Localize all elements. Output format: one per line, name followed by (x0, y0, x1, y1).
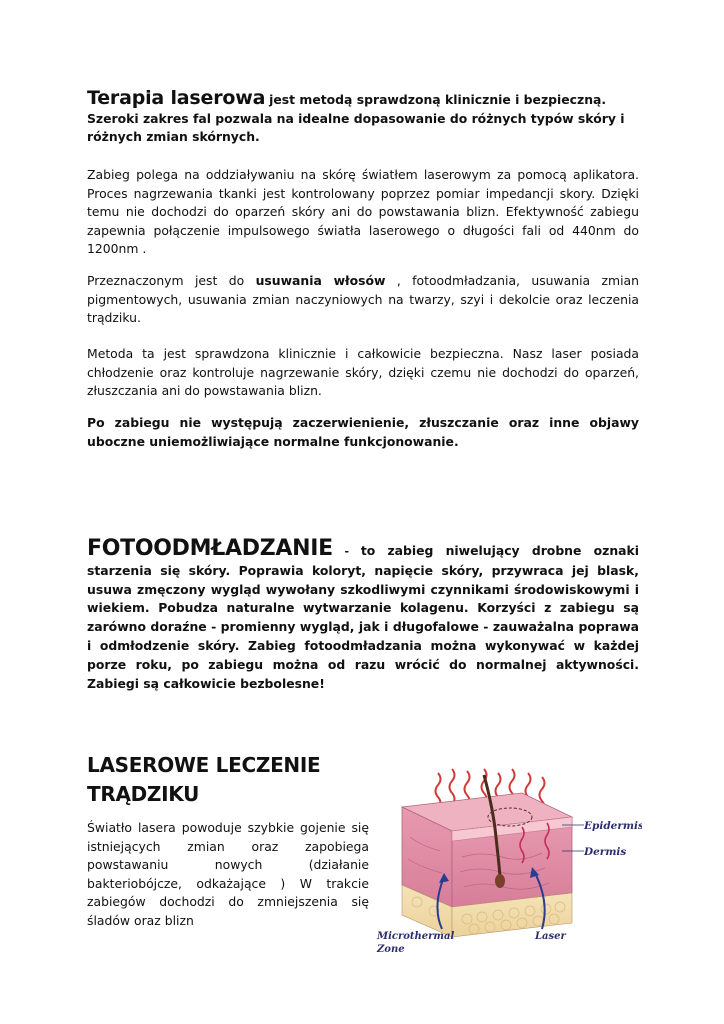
laser-therapy-paragraph-3: Metoda ta jest sprawdzona klinicznie i całkowicie bezpieczna. Nasz laser posiada chłodzenie oraz kontroluje nagrzewanie skóry, dzięki czemu nie dochodzi do oparzeń, złuszczania ani do powstawania blizn. (87, 346, 639, 398)
acne-title-line-1: LASEROWE LECZENIE (87, 753, 321, 777)
photorejuvenation-title: FOTOODMŁADZANIE (87, 536, 333, 561)
acne-title-line-2: TRĄDZIKU (87, 782, 200, 806)
p2-after: , fotoodmładzania, usuwania zmian pigmentowych, usuwania zmian naczyniowych na twarzy, szyi i dekolcie oraz leczenia trądziku. (87, 273, 639, 325)
label-microthermal: Microthermal (377, 931, 455, 942)
label-epidermis: Epidermis (584, 820, 642, 832)
p2-hair-removal: usuwania włosów (255, 273, 386, 288)
laser-therapy-paragraph-4: Po zabiegu nie występują zaczerwienienie, złuszczanie oraz inne objawy uboczne uniemożliwiające normalne funkcjonowanie. (87, 415, 639, 449)
laser-therapy-paragraph-1: Zabieg polega na oddziaływaniu na skórę światłem laserowym za pomocą aplikatora. Proces nagrzewania tkanki jest kontrolowany poprzez pomiar impedancji skory. Dzięki temu nie dochodzi do oparzeń skóry ani do powstawania blizn. Efektywność zabiegu zapewnia połączenie impulsowego światła laserowego o długości fali od 440nm do 1200nm . (87, 167, 639, 256)
skin-cross-section-figure (372, 767, 642, 957)
laser-therapy-title-rest: jest metodą sprawdzoną klinicznie i bezpieczną. (269, 92, 607, 107)
photorejuvenation-text: to zabieg niwelujący drobne oznaki starzenia się skóry. Poprawia koloryt, napięcie skóry, przywraca jej blask, usuwa zmęczony wygląd wywołany szkodliwymi czynnikami środowiskowymi i wiekiem. Pobudza naturalne wytwarzanie kolagenu. Korzyści z zabiegu są zarówno doraźne - promienny wygląd, jak i długofalowe - zauważalna poprawa i odmłodzenie skóry. Zabieg fotoodmładzania można wykonywać w każdej porze roku, po zabiegu można od razu wrócić do normalnej aktywności. Zabiegi są całkowicie bezbolesne! (87, 543, 639, 691)
label-dermis: Dermis (584, 846, 627, 858)
hair-bulb (495, 874, 505, 888)
laser-therapy-intro: Szeroki zakres fal pozwala na idealne dopasowanie do różnych typów skóry i różnych zmian skórnych. (87, 110, 625, 144)
photorejuvenation-dash: - (332, 545, 361, 558)
p2-before: Przeznaczonym jest do (87, 273, 256, 288)
label-zone: Zone (377, 944, 405, 955)
acne-treatment-text: Światło lasera powoduje szybkie gojenie się istniejących zmian oraz zapobiega powstawaniu nowych (działanie bakteriobójcze, odkażające ) W trakcie zabiegów dochodzi do zmniejszenia się śladów oraz blizn (87, 820, 369, 928)
laser-therapy-paragraph-2 (87, 272, 639, 328)
laser-therapy-header (87, 89, 639, 146)
label-laser: Laser (535, 931, 566, 942)
acne-treatment-title (87, 751, 347, 809)
laser-therapy-title: Terapia laserowa (87, 87, 266, 109)
photorejuvenation-section (87, 536, 639, 693)
skin-diagram (372, 767, 642, 957)
